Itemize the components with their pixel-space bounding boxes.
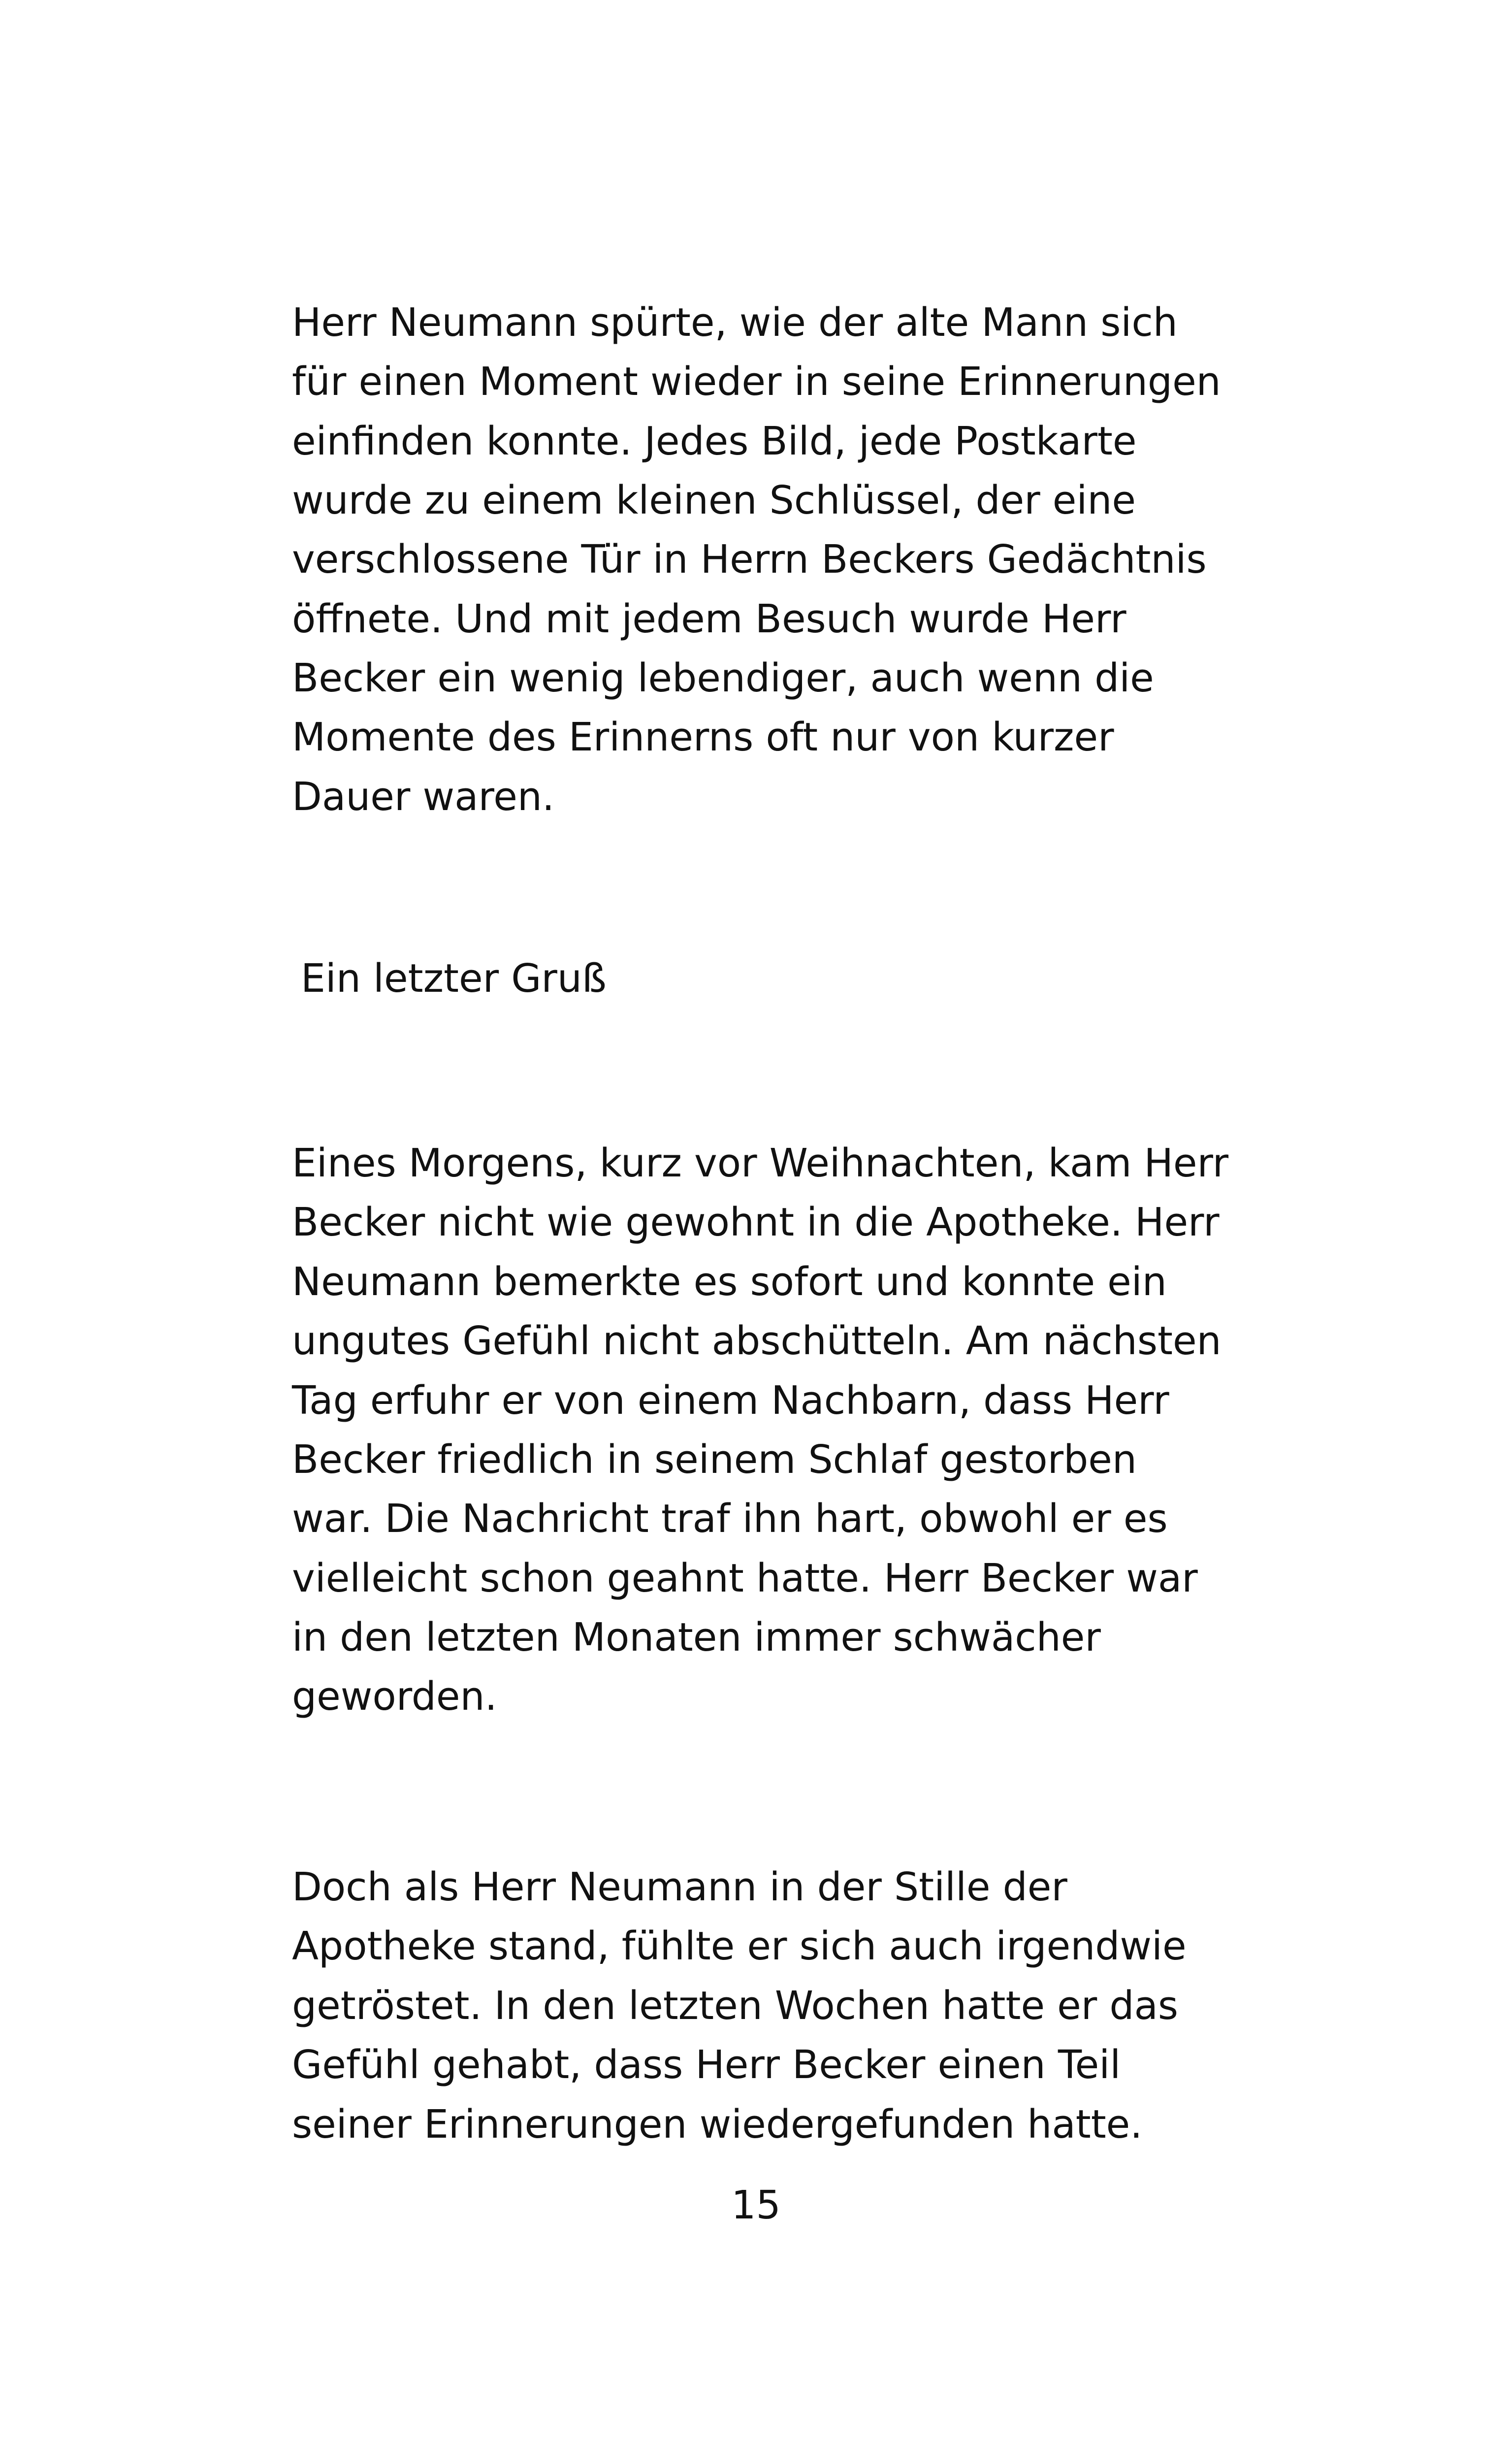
paragraph-line: einfinden konnte. Jedes Bild, jede Postkarte [292, 419, 1137, 464]
paragraph-line: öffnete. Und mit jedem Besuch wurde Herr [292, 596, 1126, 642]
paragraph-line: ungutes Gefühl nicht abschütteln. Am nächsten [292, 1318, 1222, 1364]
paragraph-line: verschlossene Tür in Herrn Beckers Gedächtnis [292, 537, 1207, 582]
paragraph-line: Becker nicht wie gewohnt in die Apotheke. Herr [292, 1200, 1220, 1245]
paragraph-line: Doch als Herr Neumann in der Stille der [292, 1864, 1067, 1910]
paragraph-line: Becker ein wenig lebendiger, auch wenn die [292, 655, 1154, 701]
paragraph-line: für einen Moment wieder in seine Erinnerungen [292, 359, 1221, 404]
section-heading: Ein letzter Gruß [301, 956, 607, 1001]
paragraph-line: Eines Morgens, kurz vor Weihnachten, kam Herr [292, 1140, 1229, 1186]
paragraph-line: Dauer waren. [292, 774, 555, 819]
page-number: 15 [731, 2182, 781, 2228]
paragraph-line: seiner Erinnerungen wiedergefunden hatte. [292, 2102, 1143, 2147]
paragraph-line: Neumann bemerkte es sofort und konnte ein [292, 1259, 1167, 1304]
paragraph-line: Gefühl gehabt, dass Herr Becker einen Teil [292, 2042, 1121, 2087]
paragraph-line: getröstet. In den letzten Wochen hatte er das [292, 1983, 1179, 2028]
paragraph-line: Momente des Erinnerns oft nur von kurzer [292, 715, 1114, 760]
paragraph-line: Herr Neumann spürte, wie der alte Mann sich [292, 300, 1178, 345]
paragraph-line: wurde zu einem kleinen Schlüssel, der eine [292, 478, 1136, 523]
paragraph-line: war. Die Nachricht traf ihn hart, obwohl er es [292, 1496, 1168, 1541]
paragraph-line: Becker friedlich in seinem Schlaf gestorben [292, 1437, 1137, 1482]
paragraph-line: geworden. [292, 1674, 497, 1719]
paragraph-line: vielleicht schon geahnt hatte. Herr Becker war [292, 1556, 1198, 1601]
paragraph-line: Tag erfuhr er von einem Nachbarn, dass Herr [292, 1378, 1169, 1423]
paragraph-line: Apotheke stand, fühlte er sich auch irgendwie [292, 1923, 1187, 1969]
paragraph-line: in den letzten Monaten immer schwächer [292, 1615, 1101, 1660]
